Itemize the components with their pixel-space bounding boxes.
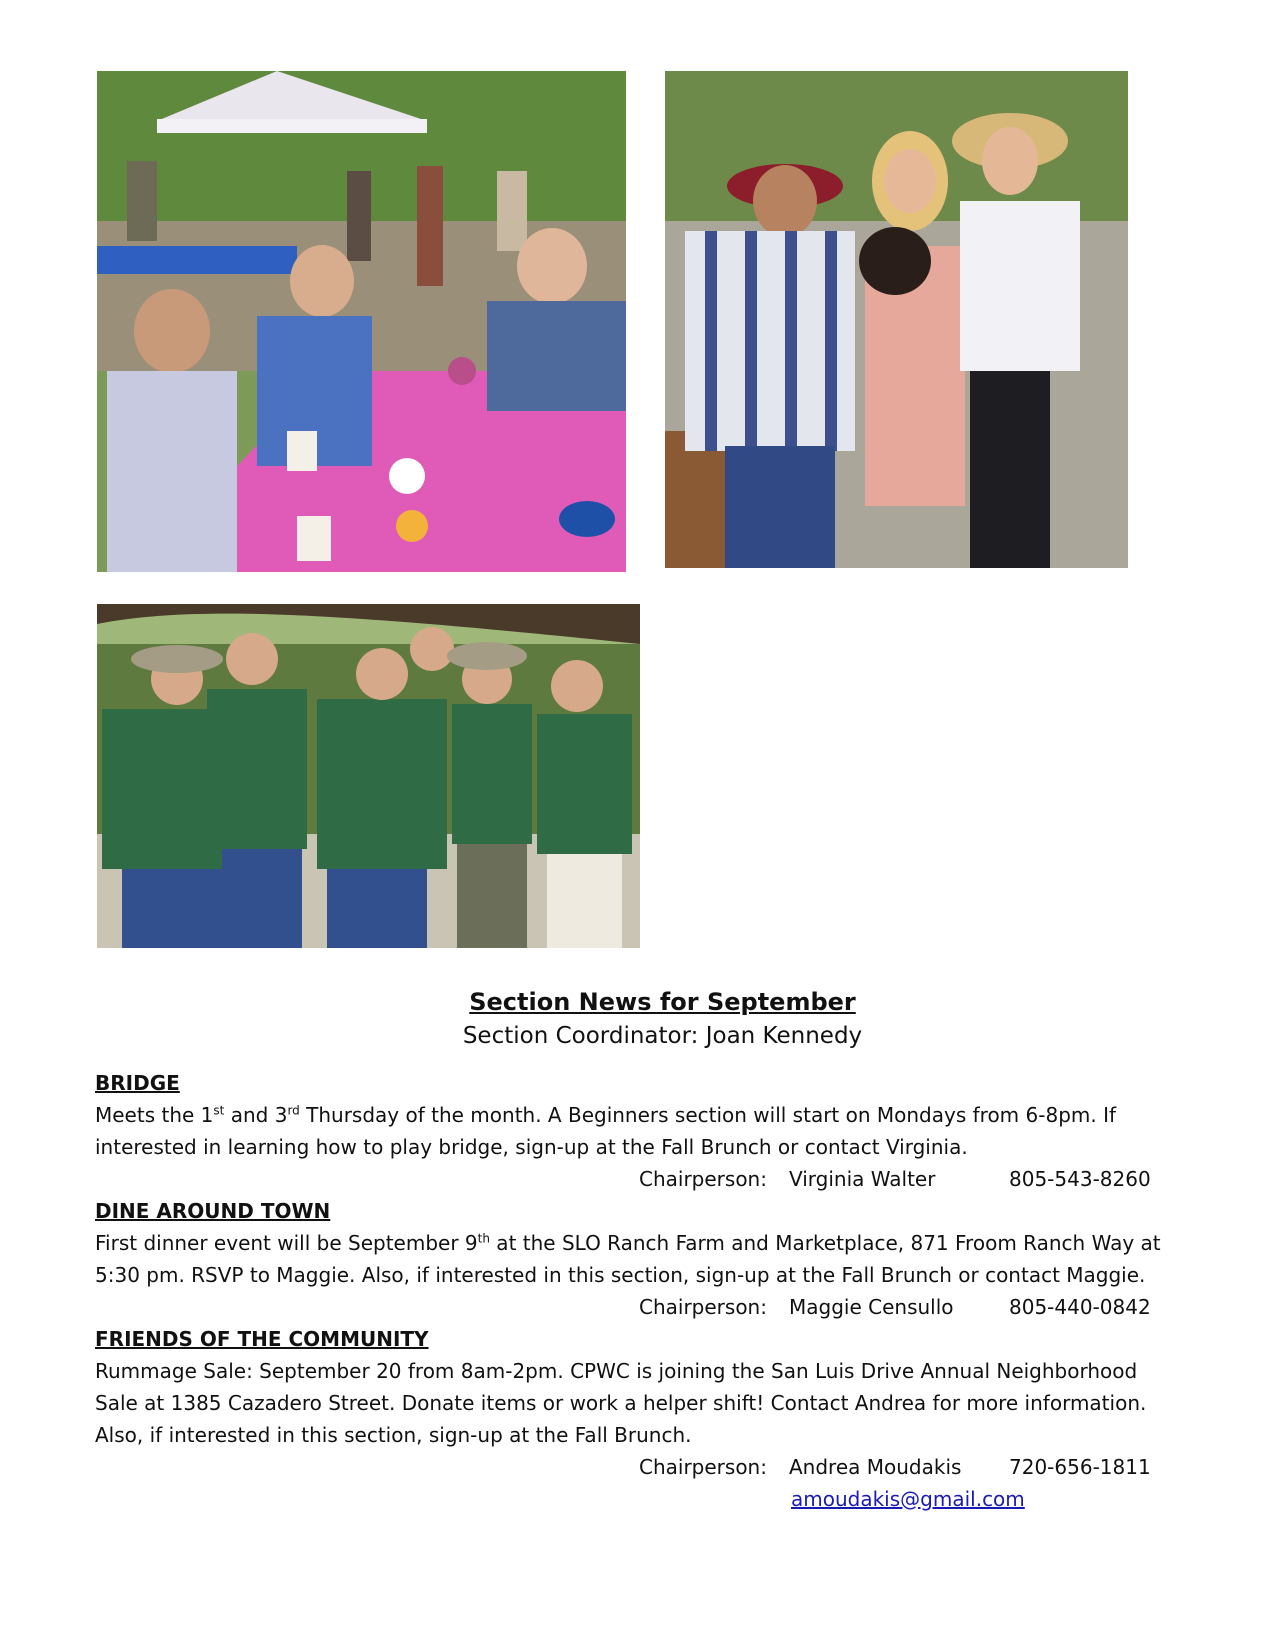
bridge-chairperson: Chairperson: Virginia Walter 805-543-8260 [95,1163,1185,1195]
dine-phone: 805-440-0842 [1009,1295,1151,1319]
brunch-table-photo [97,71,626,572]
members-with-dog-photo [665,71,1128,568]
friends-heading: FRIENDS OF THE COMMUNITY [95,1327,429,1351]
section-news [95,985,1185,1515]
friends-chairperson: Chairperson: Andrea Moudakis 720-656-1811 [95,1451,1185,1483]
friends-description: Rummage Sale: September 20 from 8am-2pm. CPWC is joining the San Luis Drive Annual Neighborhood Sale at 1385 Cazadero Street. Donate items or work a helper shift! Contact Andrea for more information. Also, if interested in this section, sign-up at the Fall Brunch. [95,1359,1147,1447]
bridge-section [95,1067,1185,1195]
friends-email-line [95,1483,1185,1515]
dine-section [95,1195,1185,1323]
page-title: Section News for September [469,988,856,1016]
bridge-phone: 805-543-8260 [1009,1167,1151,1191]
bridge-heading: BRIDGE [95,1071,180,1095]
friends-section [95,1323,1185,1515]
section-coordinator: Section Coordinator: Joan Kennedy [462,1023,863,1049]
email-link[interactable]: amoudakis@gmail.com [791,1487,1025,1511]
dine-chairperson: Chairperson: Maggie Censullo 805-440-0842 [95,1291,1185,1323]
friends-phone: 720-656-1811 [1009,1455,1151,1479]
dine-heading: DINE AROUND TOWN [95,1199,331,1223]
bridge-description: Meets the 1st and 3rd Thursday of the month. A Beginners section will start on Mondays from 6-8pm. If interested in learning how to play bridge, sign-up at the Fall Brunch or contact Virginia. [95,1103,1117,1159]
green-shirts-group-photo [97,604,640,948]
dine-description: First dinner event will be September 9th at the SLO Ranch Farm and Marketplace, 871 Froom Ranch Way at 5:30 pm. RSVP to Maggie. Also, if interested in this section, sign-up at the Fall Brunch or contact Maggie. [95,1231,1161,1287]
